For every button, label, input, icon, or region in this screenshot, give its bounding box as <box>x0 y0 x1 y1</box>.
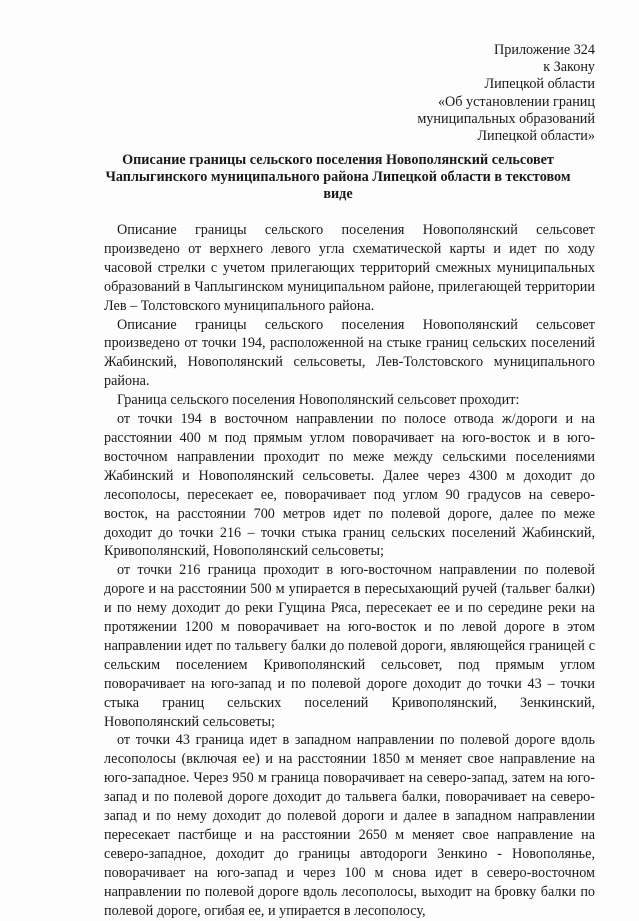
appendix-header <box>417 42 595 145</box>
paragraph: Описание границы сельского поселения Новополянский сельсовет произведено от точки 194, расположенной на стыке границ сельских поселений Жабинский, Новополянский сельсоветы, Лев-Толстовского муниципального района. <box>104 316 595 390</box>
document-title: Описание границы сельского поселения Новополянский сельсовет Чаплыгинского муниципального района Липецкой области в текстовом виде <box>105 152 571 203</box>
appendix-line: к Закону <box>543 59 595 76</box>
paragraph: Граница сельского поселения Новополянский сельсовет проходит: <box>117 392 520 409</box>
paragraph: Описание границы сельского поселения Новополянский сельсовет произведено от верхнего левого угла схематической карты и идет по ходу часовой стрелки с учетом прилегающих территорий смежных муниципальных образований в Чаплыгинском муниципальном районе, прилегающей территории Лев – Толстовского муниципального района. <box>104 222 595 314</box>
paragraph: от точки 194 в восточном направлении по полосе отвода ж/дороги и на расстоянии 400 м под прямым углом поворачивает на юго-восток и в юго-восточном направлении проходит по меже между сельскими поселениями Жабинский и Новополянский сельсоветы. Далее через 4300 м доходит до лесополосы, пересекает ее, поворачивает под углом 90 градусов на северо-восток, на расстоянии 700 метров идет по полевой дороге, далее по меже доходит до точки 216 – точки стыка границ сельских поселений Жабинский, Кривополянский, Новополянский сельсоветы; <box>104 411 595 560</box>
paragraph: от точки 43 граница идет в западном направлении по полевой дороге вдоль лесополосы (включая ее) и на расстоянии 1850 м меняет свое направление на юго-западное. Через 950 м граница поворачивает на северо-запад, затем на юго-запад и по полевой дороге доходит до тальвега балки, поворачивает на северо-запад и по нему доходит до полевой дороги и далее в западном направлении пересекает пастбище и на расстоянии 2650 м меняет свое направление на северо-западное, доходит до границы автодороги Зенкино - Новополянье, поворачивает на юго-запад и через 100 м снова идет в северо-восточном направлении по полевой дороге вдоль лесополосы, выходит на бровку балки по полевой дороге, огибая ее, и упирается в лесополосу, <box>104 732 595 919</box>
appendix-line: Липецкой области» <box>477 128 595 145</box>
paragraph: от точки 216 граница проходит в юго-восточном направлении по полевой дороге и на расстоянии 500 м упирается в пересыхающий ручей (тальвег балки) и по нему доходит до реки Гущина Ряса, пересекает ее и по середине реки на протяжении 1200 м поворачивает на юго-восток и по левой дороге в этом направлении идет по тальвегу балки до полевой дороги, являющейся границей с сельским поселением Кривополянский сельсовет, под прямым углом поворачивает на юго-запад и по полевой дороге доходит до точки 43 – точки стыка границ сельских поселений Кривополянский, Зенкинский, Новополянский сельсоветы; <box>104 562 595 730</box>
appendix-line: «Об установлении границ <box>437 93 595 110</box>
appendix-line: Приложение 324 <box>494 42 595 58</box>
document-body <box>104 221 595 921</box>
appendix-line: Липецкой области <box>484 76 595 93</box>
appendix-line: муниципальных образований <box>417 110 595 127</box>
